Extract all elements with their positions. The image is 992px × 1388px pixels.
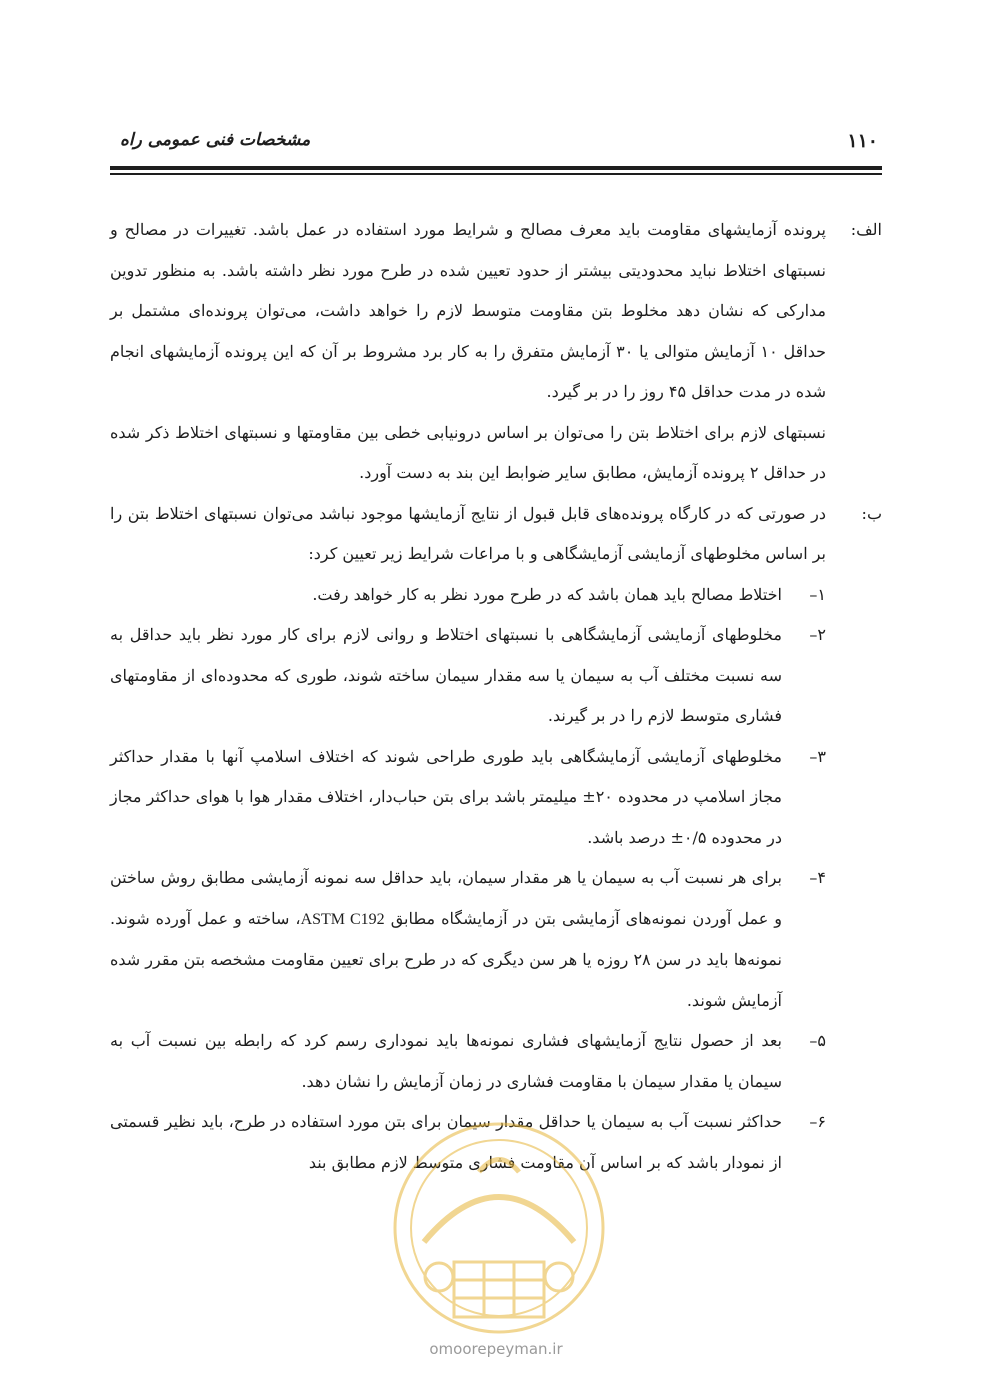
- list-item-number: ۵–: [809, 1031, 826, 1050]
- body-content: [110, 210, 882, 1183]
- list-item-text: مخلوطهای آزمایشی آزمایشگاهی باید طوری طراحی شوند که اختلاف اسلامپ آنها با مقدار حداکثر مجاز اسلامپ در محدوده ۲۰± میلیمتر باشد برای بتن حباب‌دار، اختلاف مقدار هوا با هوای حداکثر مجاز در محدوده ۰/۵± درصد باشد.: [110, 746, 783, 847]
- astm-standard-code: ASTM C192: [300, 910, 385, 928]
- list-item-text: بعد از حصول نتایج آزمایشهای فشاری نمونه‌ها باید نموداری رسم کرد که رابطه بین نسبت آب به سیمان یا مقدار سیمان با مقاومت فشاری در زمان آزمایش را نشان دهد.: [110, 1031, 782, 1091]
- list-item-number: ۳–: [809, 746, 826, 766]
- list-item: [110, 575, 826, 616]
- section-a: [110, 210, 882, 413]
- condition-list: [110, 575, 826, 1184]
- list-item-text: اختلاط مصالح باید همان باشد که در طرح مورد نظر به کار خواهد رفت.: [312, 584, 782, 604]
- section-a-marker: الف:: [850, 220, 882, 239]
- section-a-continuation: نسبتهای لازم برای اختلاط بتن را می‌توان بر اساس درونیابی خطی بین مقاومتها و نسبتهای اختلاط ذکر شده در حداقل ۲ پرونده آزمایش، مطابق سایر ضوابط این بند به دست آورد.: [110, 422, 826, 482]
- running-title: مشخصات فنی عمومی راه: [120, 130, 311, 150]
- page-header: [110, 126, 882, 162]
- header-rule-thick: [110, 166, 882, 170]
- list-item-text: [110, 858, 782, 1021]
- watermark-url: omoorepeyman.ir: [429, 1340, 563, 1358]
- section-b: [110, 494, 882, 575]
- page-number: ۱۱۰: [847, 130, 878, 152]
- list-item-text-before: برای هر نسبت آب به سیمان یا هر مقدار سیمان، باید حداقل سه نمونه آزمایشی مطابق روش ساختن و عمل آوردن نمونه‌های آزمایشی بتن در آزمایشگاه مطابق: [110, 868, 783, 928]
- list-item-number: ۲–: [809, 625, 826, 644]
- header-rule-thin: [110, 173, 882, 175]
- watermark-seal-icon: [384, 1112, 614, 1344]
- list-item-number: ۱–: [809, 584, 826, 604]
- list-item-number: ۶–: [809, 1112, 826, 1131]
- list-item-text: حداکثر نسبت آب به سیمان یا حداقل مقدار سیمان برای بتن مورد استفاده در طرح، باید نظیر قسمتی از نمودار باشد که بر اساس آن مقاومت فشاری متوسط لازم مطابق بند: [110, 1112, 782, 1172]
- list-item: [110, 858, 826, 1021]
- list-item-number: ۴–: [809, 868, 826, 887]
- list-item: [110, 737, 826, 859]
- section-a-text: پرونده آزمایشهای مقاومت باید معرف مصالح و شرایط مورد استفاده در عمل باشد. تغییرات در مصالح و نسبتهای اختلاط نباید محدودیتی بیشتر از حدود تعیین شده در طرح مورد نظر داشته باشد. به منظور تدوین مدارکی که نشان دهد مخلوط بتن مقاومت متوسط لازم را خواهد داشت، می‌توان پرونده‌ای مشتمل بر حداقل ۱۰ آزمایش متوالی یا ۳۰ آزمایش متفرق را به کار برد مشروط بر آن که این پرونده آزمایشهای انجام شده در مدت حداقل ۴۵ روز را در بر گیرد.: [110, 220, 826, 401]
- list-item-text-after: ، ساخته و عمل آورده شوند. نمونه‌ها باید در سن ۲۸ روزه یا هر سن دیگری که در طرح برای تعیین مقاومت مشخصه بتن مقرر شده آزمایش شوند.: [110, 908, 783, 1010]
- section-b-marker: ب:: [861, 503, 882, 523]
- list-item: [110, 615, 826, 737]
- list-item: [110, 1021, 826, 1102]
- list-item-text: مخلوطهای آزمایشی آزمایشگاهی با نسبتهای اختلاط و روانی لازم برای کار مورد نظر باید حداقل به سه نسبت مختلف آب به سیمان یا سه مقدار سیمان ساخته شوند، طوری که محدوده‌ای از مقاومتهای فشاری متوسط لازم را در بر گیرند.: [110, 625, 782, 725]
- section-b-text: در صورتی که در کارگاه پرونده‌های قابل قبول از نتایج آزمایشها موجود نباشد می‌توان نسبتهای اختلاط بتن را بر اساس مخلوطهای آزمایشی آزمایشگاهی و با مراعات شرایط زیر تعیین کرد:: [110, 503, 826, 563]
